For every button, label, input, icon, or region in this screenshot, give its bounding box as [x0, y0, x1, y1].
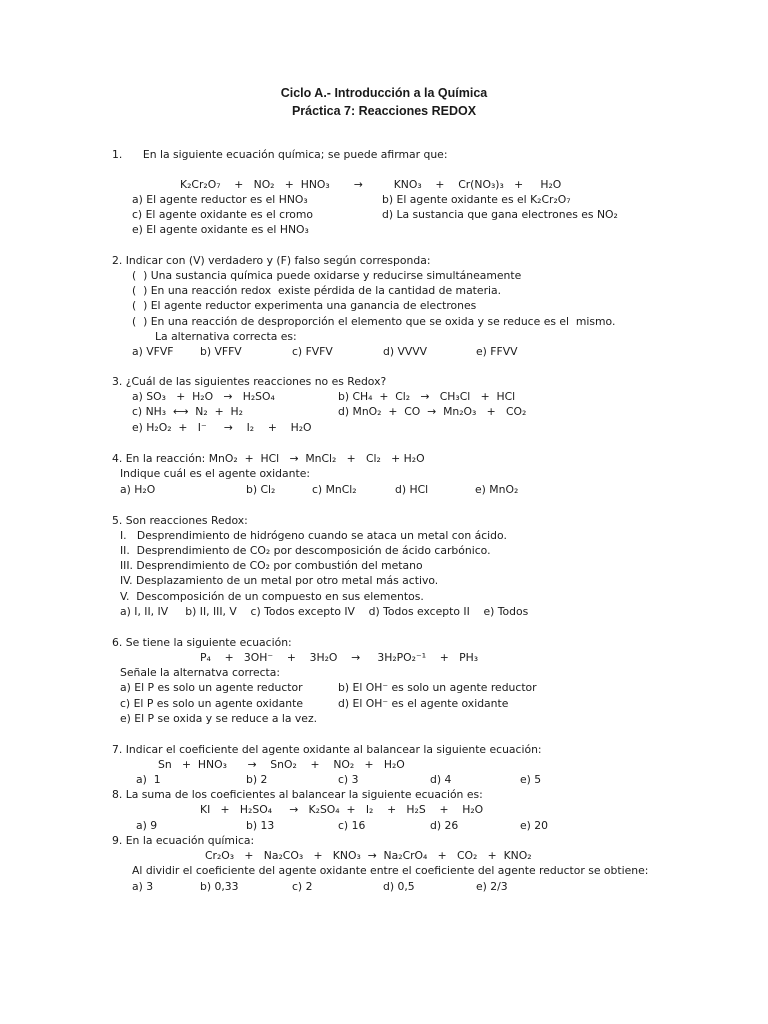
q3-option-c: c) NH₃ ⟷ N₂ + H₂ — [132, 405, 243, 418]
q7-equation: Sn + HNO₃ → SnO₂ + NO₂ + H₂O — [158, 758, 405, 771]
q4-option-c: c) MnCl₂ — [312, 483, 357, 496]
q2-option-c: c) FVFV — [292, 345, 333, 358]
q7-option-b: b) 2 — [246, 773, 268, 786]
document-subtitle: Práctica 7: Reacciones REDOX — [291, 104, 477, 118]
q8-option-e: e) 20 — [520, 819, 549, 832]
q5-item-v: V. Descomposición de un compuesto en sus elementos. — [120, 590, 424, 603]
q5-item-i: I. Desprendimiento de hidrógeno cuando se ataca un metal con ácido. — [120, 529, 507, 542]
q6-option-b: b) El OH⁻ es solo un agente reductor — [338, 681, 537, 694]
q8-option-a: a) 9 — [136, 819, 158, 832]
q1-option-a: a) El agente reductor es el HNO₃ — [132, 193, 308, 206]
q5-stem: 5. Son reacciones Redox: — [112, 514, 248, 527]
q1-option-b: b) El agente oxidante es el K₂Cr₂O₇ — [382, 193, 571, 206]
q1-option-c: c) El agente oxidante es el cromo — [132, 208, 314, 221]
q5-options: a) I, II, IV b) II, III, V c) Todos excepto IV d) Todos excepto II e) Todos — [120, 605, 529, 618]
q8-option-d: d) 26 — [430, 819, 459, 832]
q3-option-e: e) H₂O₂ + I⁻ → I₂ + H₂O — [132, 421, 312, 434]
q4-option-a: a) H₂O — [120, 483, 156, 496]
q3-option-b: b) CH₄ + Cl₂ → CH₃Cl + HCl — [338, 390, 516, 403]
q2-option-b: b) VFFV — [200, 345, 242, 358]
q2-statement-3: ( ) El agente reductor experimenta una ganancia de electrones — [132, 299, 477, 312]
q2-statement-4: ( ) En una reacción de desproporción el elemento que se oxida y se reduce es el mismo. — [132, 315, 616, 328]
q7-option-e: e) 5 — [520, 773, 542, 786]
q1-equation: K₂Cr₂O₇ + NO₂ + HNO₃ → KNO₃ + Cr(NO₃)₃ + H₂O — [180, 178, 562, 191]
q7-option-c: c) 3 — [338, 773, 359, 786]
q3-option-a: a) SO₃ + H₂O → H₂SO₄ — [132, 390, 275, 403]
q9-option-d: d) 0,5 — [383, 880, 415, 893]
q6-option-a: a) El P es solo un agente reductor — [120, 681, 303, 694]
q9-prompt: Al dividir el coeficiente del agente oxidante entre el coeficiente del agente reductor se obtiene: — [132, 864, 649, 877]
document-title: Ciclo A.- Introducción a la Química — [280, 86, 488, 100]
q5-item-iii: III. Desprendimiento de CO₂ por combustión del metano — [120, 559, 423, 572]
q2-statement-2: ( ) En una reacción redox existe pérdida de la cantidad de materia. — [132, 284, 502, 297]
q7-option-d: d) 4 — [430, 773, 452, 786]
q4-prompt: Indique cuál es el agente oxidante: — [120, 467, 311, 480]
q8-option-c: c) 16 — [338, 819, 366, 832]
q4-stem: 4. En la reacción: MnO₂ + HCl → MnCl₂ + Cl₂ + H₂O — [112, 452, 425, 465]
q6-option-e: e) El P se oxida y se reduce a la vez. — [120, 712, 318, 725]
q3-stem: 3. ¿Cuál de las siguientes reacciones no es Redox? — [112, 375, 387, 388]
q2-option-e: e) FFVV — [476, 345, 518, 358]
q7-option-a: a) 1 — [136, 773, 161, 786]
q8-equation: KI + H₂SO₄ → K₂SO₄ + I₂ + H₂S + H₂O — [200, 803, 484, 816]
q2-prompt: La alternativa correcta es: — [155, 330, 297, 343]
q4-option-d: d) HCl — [395, 483, 429, 496]
q5-item-ii: II. Desprendimiento de CO₂ por descomposición de ácido carbónico. — [120, 544, 491, 557]
q2-statement-1: ( ) Una sustancia química puede oxidarse y reducirse simultáneamente — [132, 269, 522, 282]
q2-stem: 2. Indicar con (V) verdadero y (F) falso según corresponda: — [112, 254, 431, 267]
q6-stem: 6. Se tiene la siguiente ecuación: — [112, 636, 292, 649]
q1-stem: 1. En la siguiente ecuación química; se puede afirmar que: — [112, 148, 448, 161]
q4-option-b: b) Cl₂ — [246, 483, 276, 496]
q2-option-a: a) VFVF — [132, 345, 174, 358]
q1-option-d: d) La sustancia que gana electrones es NO₂ — [382, 208, 618, 221]
q8-option-b: b) 13 — [246, 819, 275, 832]
q8-stem: 8. La suma de los coeficientes al balancear la siguiente ecuación es: — [112, 788, 483, 801]
q7-stem: 7. Indicar el coeficiente del agente oxidante al balancear la siguiente ecuación: — [112, 743, 542, 756]
q9-option-e: e) 2/3 — [476, 880, 508, 893]
q1-option-e: e) El agente oxidante es el HNO₃ — [132, 223, 309, 236]
q9-option-c: c) 2 — [292, 880, 313, 893]
q6-option-d: d) El OH⁻ es el agente oxidante — [338, 697, 509, 710]
q5-item-iv: IV. Desplazamiento de un metal por otro metal más activo. — [120, 574, 439, 587]
q4-option-e: e) MnO₂ — [475, 483, 519, 496]
q6-option-c: c) El P es solo un agente oxidante — [120, 697, 303, 710]
q3-option-d: d) MnO₂ + CO → Mn₂O₃ + CO₂ — [338, 405, 527, 418]
q9-option-b: b) 0,33 — [200, 880, 239, 893]
q9-stem: 9. En la ecuación química: — [112, 834, 255, 847]
q2-option-d: d) VVVV — [383, 345, 428, 358]
q6-equation: P₄ + 3OH⁻ + 3H₂O → 3H₂PO₂⁻¹ + PH₃ — [200, 651, 479, 664]
q9-equation: Cr₂O₃ + Na₂CO₃ + KNO₃ → Na₂CrO₄ + CO₂ + KNO₂ — [205, 849, 532, 862]
q6-prompt: Señale la alternatva correcta: — [120, 666, 281, 679]
q9-option-a: a) 3 — [132, 880, 154, 893]
